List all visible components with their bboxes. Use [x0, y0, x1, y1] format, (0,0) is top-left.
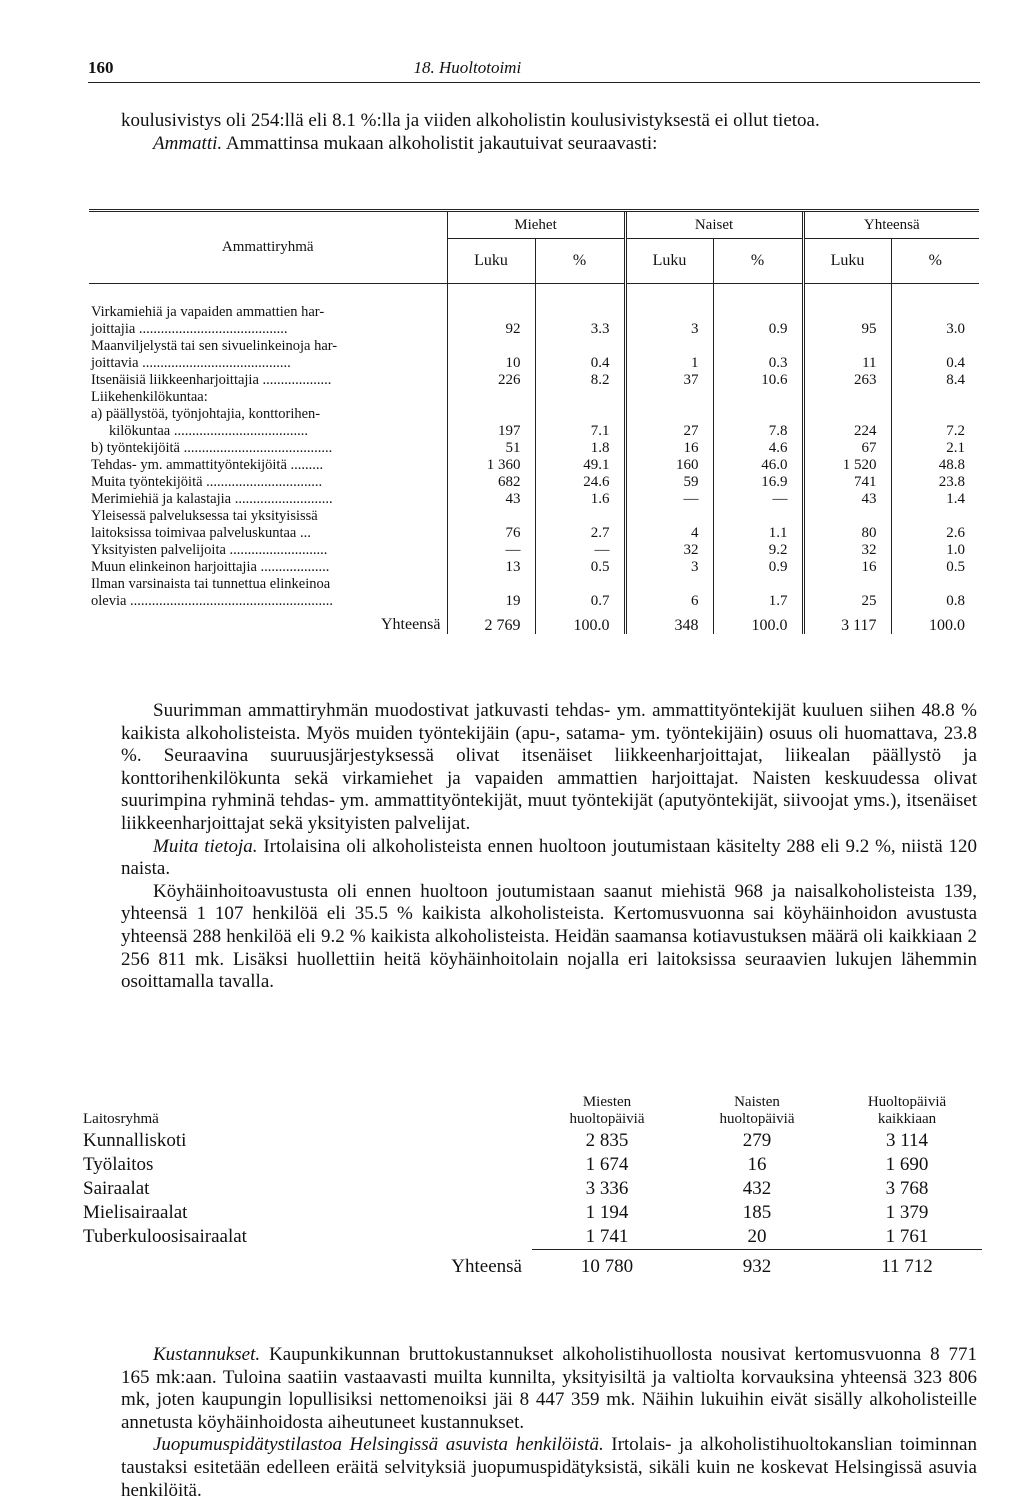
table-row — [89, 304, 979, 338]
table-row — [82, 1153, 982, 1177]
women-days: 16 — [747, 1154, 767, 1175]
cell-value: 3.0 — [891, 304, 979, 338]
row-label-line: Virkamiehiä ja vapaiden ammattien har- — [91, 304, 325, 320]
cell-value: 6 — [625, 576, 713, 610]
para-other-info — [121, 836, 977, 881]
institution-label: Tuberkuloosisairaalat — [83, 1226, 247, 1248]
table-row — [89, 508, 979, 542]
women-days: 20 — [747, 1226, 767, 1247]
table-row — [82, 1177, 982, 1201]
cell-value: 0.7 — [535, 576, 625, 610]
table-row — [89, 457, 979, 474]
total-value: 100.0 — [891, 610, 979, 634]
total-days-header: Huoltopäiviä kaikkiaan — [867, 1094, 947, 1127]
row-label-line: Liikehenkilökuntaa: — [91, 389, 208, 405]
cell-value: 19 — [447, 576, 535, 610]
cell-value: 0.5 — [891, 559, 979, 576]
institution-label: Sairaalat — [83, 1178, 150, 1199]
row-label — [89, 338, 447, 372]
cell-value: 95 — [803, 304, 891, 338]
total-label: Yhteensä — [380, 616, 441, 633]
cell-value — [535, 389, 625, 406]
cell-value: 1 — [625, 338, 713, 372]
total-value: 3 117 — [803, 610, 891, 634]
cell-value: 11 — [803, 338, 891, 372]
group-total-header: Yhteensä — [803, 212, 979, 239]
cell-value: 10.6 — [713, 372, 803, 389]
table-row — [89, 559, 979, 576]
occupation-group-header: Ammattiryhmä — [89, 212, 447, 284]
row-label-line: olevia ........................................................ — [91, 593, 334, 609]
running-title: 18. Huoltotoimi — [413, 58, 522, 77]
table-row — [89, 338, 979, 372]
cell-value — [447, 389, 535, 406]
arrest-stats-label: Juopumuspidätystilastoa Helsingissä asuvista henkilöistä. — [153, 1434, 604, 1456]
row-label-line: laitoksissa toimivaa palveluskuntaa ... — [91, 525, 311, 541]
row-label — [89, 457, 447, 474]
para-costs — [121, 1344, 977, 1434]
institution-table — [82, 1093, 972, 1279]
cell-value: 0.4 — [535, 338, 625, 372]
row-label — [89, 491, 447, 508]
para-arrest-stats — [121, 1434, 977, 1502]
other-info-text: Irtolaisina oli alkoholisteista ennen huoltoon joutumistaan käsitelty 288 eli 9.2 %, niistä 120 naista. — [121, 835, 977, 880]
total-value: 100.0 — [713, 610, 803, 634]
para-largest-text: Suurimman ammattiryhmän muodostivat jatkuvasti tehdas- ym. ammattityöntekijät kuuluen siihen 48.8 % kaikista alkoholisteista. Myös muiden työntekijäin (apu-, satama- ym. työntekijäin) osuus oli huomattava, 23.8 %. Seuraavina suuruusjärjestyksessä olivat itsenäiset liikkeenharjoittajat, liikealan päällystö ja konttorihenkilökunta sekä virkamiehet ja vapaiden ammattien harjoittajat. Naisten keskuudessa olivat suurimpina ryhminä tehdas- ym. ammattityöntekijät, muut työntekijät (aputyöntekijät, siivoojat yms.), itsenäiset liikkeenharjoittajat sekä yksityisten palvelijat. — [121, 700, 977, 834]
row-label — [89, 542, 447, 559]
cell-value: 51 — [447, 440, 535, 457]
page-header — [88, 52, 980, 83]
cell-value: 59 — [625, 474, 713, 491]
men-days: 3 336 — [585, 1178, 629, 1199]
row-label-line: Maanviljelystä tai sen sivuelinkeinoja har- — [91, 338, 338, 354]
row-label — [89, 559, 447, 576]
table-row — [89, 576, 979, 610]
table-row — [89, 491, 979, 508]
row-label — [89, 440, 447, 457]
cell-value: 8.4 — [891, 372, 979, 389]
cell-value: 10 — [447, 338, 535, 372]
cell-value: 8.2 — [535, 372, 625, 389]
table-row — [89, 440, 979, 457]
total-days: 3 114 — [885, 1130, 929, 1151]
cell-value: 48.8 — [891, 457, 979, 474]
cell-value: 1.4 — [891, 491, 979, 508]
cell-value: 80 — [803, 508, 891, 542]
cell-value: 24.6 — [535, 474, 625, 491]
men-days: 1 741 — [585, 1226, 629, 1247]
total-row — [89, 610, 979, 634]
cell-value: 9.2 — [713, 542, 803, 559]
row-label — [89, 474, 447, 491]
cell-value: 3.3 — [535, 304, 625, 338]
cell-value: 1 520 — [803, 457, 891, 474]
costs-text: Kaupunkikunnan bruttokustannukset alkoholistihuollosta nousivat kertomusvuonna 8 771 165 mk:aan. Tuloina saatiin vastaavasti muilta kunnilta, yksityisiltä ja valtiolta korvauksina yhteensä 323 806 mk, joten kaupungin lopullisiksi nettomenoiksi jäi 8 447 359 mk. Näihin lukuihin eivät sisälly alkoholisteille annetusta köyhäinhoidosta aiheutuneet kustannukset. — [121, 1344, 977, 1433]
row-label-line: Muita työntekijöitä ................................ — [91, 474, 323, 490]
total-days: 1 761 — [885, 1226, 929, 1247]
table-row — [82, 1225, 982, 1250]
cell-value: 67 — [803, 440, 891, 457]
group-men-header: Miehet — [447, 212, 625, 239]
institution-label: Mielisairaalat — [83, 1202, 188, 1223]
costs-label: Kustannukset. — [153, 1344, 261, 1365]
cell-value: 37 — [625, 372, 713, 389]
row-label-line: Itsenäisiä liikkeenharjoittajia ................... — [91, 372, 332, 388]
cell-value: 1.6 — [535, 491, 625, 508]
ammatti-text: Ammattinsa mukaan alkoholistit jakautuivat seuraavasti: — [222, 132, 658, 154]
arrest-stats-text: Irtolais- ja alkoholistihuoltokanslian toiminnan taustaksi esitetään edelleen eräitä selvityksiä juopumuspidätyksistä, sikäli kuin ne koskevat Helsingissä asuvia henkilöitä. — [121, 1434, 977, 1501]
total-value: 348 — [625, 610, 713, 634]
cell-value: 7.2 — [891, 406, 979, 440]
row-label-line: Muun elinkeinon harjoittajia ................... — [91, 559, 330, 575]
row-label-line: Ilman varsinaista tai tunnettua elinkeinoa — [91, 576, 331, 592]
total-days: 1 690 — [885, 1154, 929, 1175]
row-label-line: Merimiehiä ja kalastajia ........................... — [91, 491, 333, 507]
cell-value: 32 — [625, 542, 713, 559]
cell-value: 13 — [447, 559, 535, 576]
cell-value: 2.6 — [891, 508, 979, 542]
para-poor-relief: Köyhäinhoitoavustusta oli ennen huoltoon joutumistaan saanut miehistä 968 ja naisalkoholisteista 139, yhteensä 1 107 henkilöä eli 35.5 % kaikista alkoholisteista. Kertomusvuonna sai köyhäinhoidon avustusta yhteensä 288 henkilöä eli 9.2 % kaikista alkoholisteista. Heidän saamansa kotiavustuksen määrä oli kaikkiaan 2 256 811 mk. Lisäksi huollettiin heitä köyhäinhoitolain nojalla eri laitoksissa seuraavien lukujen lähemmin osoittamalla tavalla. — [121, 880, 977, 993]
cell-value: 7.1 — [535, 406, 625, 440]
cell-value: 1.7 — [713, 576, 803, 610]
table-row — [89, 389, 979, 406]
row-label-line: Tehdas- ym. ammattityöntekijöitä ......... — [91, 457, 324, 473]
institution-label: Työlaitos — [83, 1154, 154, 1175]
women-days-total: 932 — [682, 1250, 832, 1280]
ammatti-paragraph — [121, 133, 977, 156]
cell-value — [891, 389, 979, 406]
cell-value: 16.9 — [713, 474, 803, 491]
cell-value: 32 — [803, 542, 891, 559]
cell-value: 2.1 — [891, 440, 979, 457]
row-label — [89, 304, 447, 338]
cell-value: 224 — [803, 406, 891, 440]
row-label — [89, 372, 447, 389]
intro-line: koulusivistys oli 254:llä eli 8.1 %:lla ja viiden alkoholistin koulusivistyksestä ei ollut tietoa. — [121, 110, 820, 131]
total-row — [82, 1250, 982, 1280]
table-row — [89, 406, 979, 440]
other-info-label: Muita tietoja. — [153, 835, 258, 857]
men-days: 1 194 — [585, 1202, 629, 1223]
total-value: 100.0 — [535, 610, 625, 634]
page — [83, 52, 980, 1501]
men-days-header: Miesten huoltopäiviä — [569, 1094, 645, 1127]
institution-label: Kunnalliskoti — [83, 1130, 187, 1151]
cell-value: 3 — [625, 559, 713, 576]
cell-value: 0.3 — [713, 338, 803, 372]
table-row — [89, 474, 979, 491]
table-row — [89, 372, 979, 389]
paragraph-costs — [121, 1344, 977, 1502]
cell-value: 7.8 — [713, 406, 803, 440]
subcol-header: Luku — [625, 239, 713, 284]
paragraph-largest-group — [121, 700, 977, 994]
total-value: 2 769 — [447, 610, 535, 634]
cell-value: 49.1 — [535, 457, 625, 474]
cell-value: — — [447, 542, 535, 559]
cell-value — [803, 389, 891, 406]
cell-value: 0.4 — [891, 338, 979, 372]
cell-value: 682 — [447, 474, 535, 491]
row-label — [89, 389, 447, 406]
cell-value: 16 — [803, 559, 891, 576]
cell-value — [713, 389, 803, 406]
cell-value: 160 — [625, 457, 713, 474]
cell-value: — — [625, 491, 713, 508]
page-number: 160 — [88, 58, 114, 77]
cell-value: 1.1 — [713, 508, 803, 542]
row-label — [89, 576, 447, 610]
cell-value: 0.9 — [713, 304, 803, 338]
total-days: 3 768 — [885, 1178, 929, 1199]
cell-value: 43 — [803, 491, 891, 508]
row-label-line: a) päällystöä, työnjohtajia, konttorihen- — [91, 406, 321, 422]
row-label-line: joittajia ......................................... — [91, 321, 288, 337]
cell-value: 263 — [803, 372, 891, 389]
cell-value: — — [535, 542, 625, 559]
cell-value: 3 — [625, 304, 713, 338]
cell-value: — — [713, 491, 803, 508]
cell-value: 741 — [803, 474, 891, 491]
institution-group-header: Laitosryhmä — [83, 1111, 159, 1127]
row-label-line: b) työntekijöitä ......................................... — [91, 440, 333, 456]
table-row — [82, 1201, 982, 1225]
occupation-table — [89, 209, 979, 634]
row-label-line: kilökuntaa ..................................... — [109, 423, 308, 439]
row-label-line: Yksityisten palvelijoita ........................... — [91, 542, 328, 558]
women-days-header: Naisten huoltopäiviä — [719, 1094, 795, 1127]
total-label: Yhteensä — [451, 1255, 522, 1277]
cell-value: 0.8 — [891, 576, 979, 610]
ammatti-label: Ammatti. — [153, 132, 223, 154]
cell-value: 25 — [803, 576, 891, 610]
men-days-total: 10 780 — [532, 1250, 682, 1280]
group-women-header: Naiset — [625, 212, 803, 239]
row-label — [89, 406, 447, 440]
subcol-header: Luku — [447, 239, 535, 284]
men-days: 2 835 — [585, 1130, 629, 1151]
women-days: 279 — [742, 1130, 772, 1151]
cell-value: 0.9 — [713, 559, 803, 576]
women-days: 185 — [742, 1202, 772, 1223]
total-days: 1 379 — [885, 1202, 929, 1223]
subcol-header: Luku — [803, 239, 891, 284]
subcol-header: % — [891, 239, 979, 284]
cell-value: 92 — [447, 304, 535, 338]
cell-value: 1.0 — [891, 542, 979, 559]
women-days: 432 — [742, 1178, 772, 1199]
table-row — [82, 1129, 982, 1153]
cell-value: 4 — [625, 508, 713, 542]
subcol-header: % — [713, 239, 803, 284]
table-row — [89, 542, 979, 559]
cell-value: 16 — [625, 440, 713, 457]
subcol-header: % — [535, 239, 625, 284]
cell-value: 0.5 — [535, 559, 625, 576]
row-label-line: joittavia ......................................... — [91, 355, 291, 371]
all-days-total: 11 712 — [832, 1250, 982, 1280]
cell-value: 27 — [625, 406, 713, 440]
men-days: 1 674 — [585, 1154, 629, 1175]
intro-paragraph — [121, 110, 977, 155]
cell-value: 1.8 — [535, 440, 625, 457]
cell-value: 2.7 — [535, 508, 625, 542]
cell-value: 46.0 — [713, 457, 803, 474]
cell-value: 43 — [447, 491, 535, 508]
cell-value: 23.8 — [891, 474, 979, 491]
cell-value: 76 — [447, 508, 535, 542]
row-label-line: Yleisessä palveluksessa tai yksityisissä — [91, 508, 318, 524]
row-label — [89, 508, 447, 542]
cell-value — [625, 389, 713, 406]
cell-value: 4.6 — [713, 440, 803, 457]
cell-value: 226 — [447, 372, 535, 389]
cell-value: 1 360 — [447, 457, 535, 474]
cell-value: 197 — [447, 406, 535, 440]
